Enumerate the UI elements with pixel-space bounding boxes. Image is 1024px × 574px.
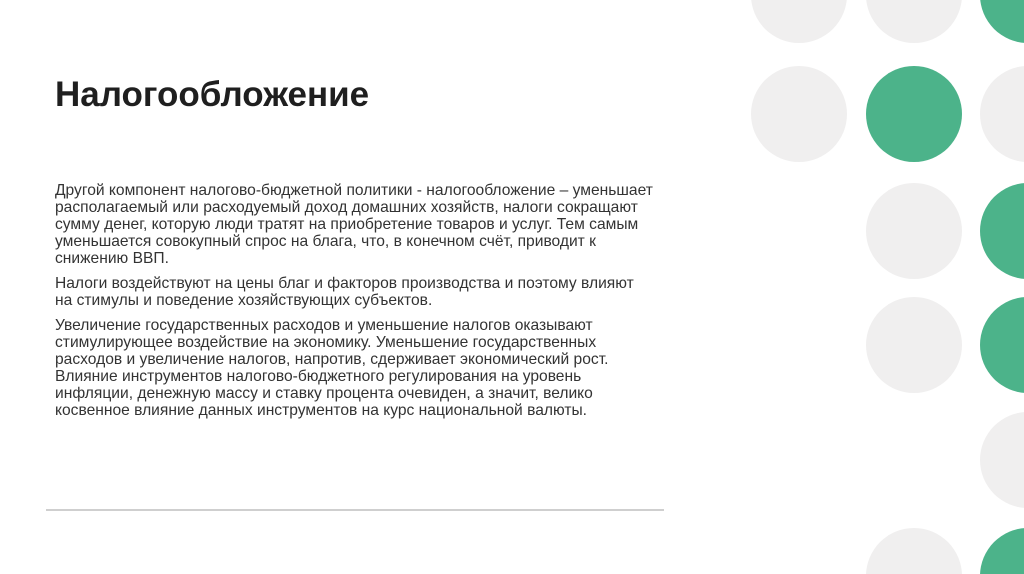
- body-paragraph-2: Налоги воздействуют на цены благ и факторов производства и поэтому влияют на стимулы и поведение хозяйствующих субъектов.: [55, 275, 634, 309]
- decorative-dot: [866, 528, 962, 574]
- decorative-dot: [751, 0, 847, 43]
- decorative-dot: [980, 183, 1024, 279]
- slide-title: Налогообложение: [55, 75, 370, 114]
- body-paragraph-3: Увеличение государственных расходов и уменьшение налогов оказывают стимулирующее воздействие на экономику. Уменьшение государственных расходов и увеличение налогов, напротив, сдерживает экономический рост. Влияние инструментов налогово-бюджетного регулирования на уровень инфляции, денежную массу и ставку процента очевиден, а значит, велико косвенное влияние данных инструментов на курс национальной валюты.: [55, 317, 609, 419]
- decorative-dot: [980, 0, 1024, 43]
- decorative-dot: [866, 297, 962, 393]
- footer-divider: [46, 509, 664, 511]
- decorative-dot: [866, 66, 962, 162]
- decorative-dot: [866, 0, 962, 43]
- decorative-dot: [980, 412, 1024, 508]
- body-paragraph-1: Другой компонент налогово-бюджетной политики - налогообложение – уменьшает располагаемый или расходуемый доход домашних хозяйств, налоги сокращают сумму денег, которую люди тратят на приобретение товаров и услуг. Тем самым уменьшается совокупный спрос на блага, что, в конечном счёт, приводит к снижению ВВП.: [55, 182, 653, 267]
- decorative-dot: [980, 297, 1024, 393]
- decorative-dot: [866, 183, 962, 279]
- decorative-dot: [980, 66, 1024, 162]
- decorative-dot: [751, 66, 847, 162]
- decorative-dot: [980, 528, 1024, 574]
- slide-body: [55, 182, 655, 427]
